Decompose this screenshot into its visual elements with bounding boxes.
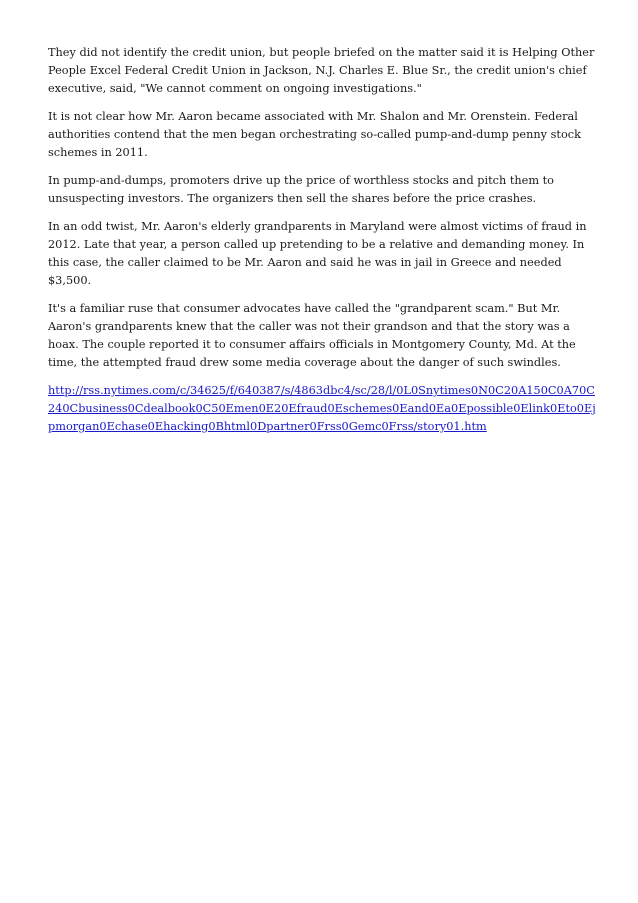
source-link[interactable]: http://rss.nytimes.com/c/34625/f/640387/s/4863dbc4/sc/28/l/0L0Snytimes0N0C20A150C0A70C240Cbusiness0Cdealbook0C50Emen0E20Efraud0Eschemes0Eand0Ea0Epossible0Elink0Eto0Ejpmorgan0Echase0Ehacking0Bhtml0Dpartner0Frss0Gemc0Frss/story01.htm <box>48 384 596 433</box>
paragraph-grandparent-scam: It's a familiar ruse that consumer advocates have called the "grandparent scam." But Mr. Aaron's grandparents knew that the caller was not their grandson and that the story was a hoax. The couple reported it to consumer affairs officials in Montgomery County, Md. At the time, the attempted fraud drew some media coverage about the danger of such swindles. <box>48 302 576 369</box>
source-link-container <box>48 382 596 436</box>
article-body <box>48 44 596 436</box>
paragraph-association: It is not clear how Mr. Aaron became associated with Mr. Shalon and Mr. Orenstein. Federal authorities contend that the men began orchestrating so-called pump-and-dump penny stock schemes in 2011. <box>48 110 581 159</box>
paragraph-grandparents: In an odd twist, Mr. Aaron's elderly grandparents in Maryland were almost victims of fraud in 2012. Late that year, a person called up pretending to be a relative and demanding money. In this case, the caller claimed to be Mr. Aaron and said he was in jail in Greece and needed $3,500. <box>48 220 587 287</box>
paragraph-credit-union: They did not identify the credit union, but people briefed on the matter said it is Helping Other People Excel Federal Credit Union in Jackson, N.J. Charles E. Blue Sr., the credit union's chief executive, said, "We cannot comment on ongoing investigations." <box>48 46 595 95</box>
paragraph-pump-and-dump: In pump-and-dumps, promoters drive up the price of worthless stocks and pitch them to unsuspecting investors. The organizers then sell the shares before the price crashes. <box>48 174 554 205</box>
